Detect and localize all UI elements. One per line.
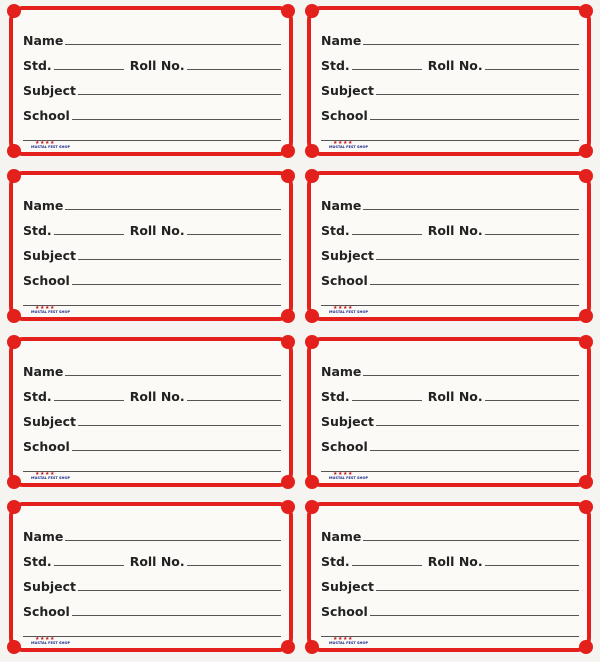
corner-ornament xyxy=(281,309,295,323)
std-field[interactable] xyxy=(352,565,422,566)
subject-label: Subject xyxy=(23,248,76,263)
subject-field[interactable] xyxy=(78,425,281,426)
corner-ornament xyxy=(7,309,21,323)
brand-logo xyxy=(329,304,369,315)
school-label: School xyxy=(23,108,70,123)
subject-label: Subject xyxy=(321,248,374,263)
school-row xyxy=(321,436,579,454)
roll-field[interactable] xyxy=(485,400,579,401)
brand-text: MUSTAL FEST SHOP xyxy=(329,144,369,149)
subject-field[interactable] xyxy=(376,94,579,95)
roll-label: Roll No. xyxy=(427,554,483,569)
stars-icon: ★★★★ xyxy=(333,139,353,146)
school-label: School xyxy=(23,273,70,288)
name-field[interactable] xyxy=(363,540,579,541)
roll-label: Roll No. xyxy=(129,58,185,73)
std-label: Std. xyxy=(23,58,52,73)
std-row xyxy=(23,551,281,569)
extra-field[interactable] xyxy=(23,471,281,472)
brand-logo xyxy=(329,470,369,481)
name-field[interactable] xyxy=(65,44,281,45)
subject-field[interactable] xyxy=(78,259,281,260)
name-field[interactable] xyxy=(65,540,281,541)
stars-icon: ★★★★ xyxy=(35,139,55,146)
roll-label: Roll No. xyxy=(129,223,185,238)
stars-icon: ★★★★ xyxy=(333,304,353,311)
name-row xyxy=(321,526,579,544)
extra-row xyxy=(321,622,579,640)
std-field[interactable] xyxy=(352,400,422,401)
brand-logo xyxy=(31,304,71,315)
stars-icon: ★★★★ xyxy=(333,470,353,477)
roll-field[interactable] xyxy=(187,69,281,70)
name-row xyxy=(321,195,579,213)
brand-logo xyxy=(329,139,369,150)
brand-text: MUSTAL FEST SHOP xyxy=(31,640,71,645)
corner-ornament xyxy=(281,144,295,158)
school-field[interactable] xyxy=(72,284,281,285)
subject-row xyxy=(321,576,579,594)
corner-ornament xyxy=(579,475,593,489)
name-field[interactable] xyxy=(363,209,579,210)
subject-row xyxy=(321,411,579,429)
school-field[interactable] xyxy=(370,450,579,451)
name-label-2 xyxy=(307,6,591,156)
std-label: Std. xyxy=(321,389,350,404)
name-row xyxy=(23,30,281,48)
name-label-1 xyxy=(9,6,293,156)
school-row xyxy=(23,436,281,454)
roll-label: Roll No. xyxy=(129,389,185,404)
name-row xyxy=(321,361,579,379)
name-label-5 xyxy=(9,337,293,487)
brand-text: MUSTAL FEST SHOP xyxy=(329,640,369,645)
name-label: Name xyxy=(23,33,64,48)
brand-logo xyxy=(329,635,369,646)
name-field[interactable] xyxy=(363,375,579,376)
extra-field[interactable] xyxy=(321,305,579,306)
school-row xyxy=(321,270,579,288)
std-row xyxy=(321,220,579,238)
stars-icon: ★★★★ xyxy=(35,635,55,642)
school-row xyxy=(23,601,281,619)
subject-label: Subject xyxy=(23,414,76,429)
name-label: Name xyxy=(321,198,362,213)
roll-field[interactable] xyxy=(187,565,281,566)
brand-text: MUSTAL FEST SHOP xyxy=(31,309,71,314)
stars-icon: ★★★★ xyxy=(333,635,353,642)
std-row xyxy=(23,55,281,73)
extra-row xyxy=(321,457,579,475)
name-label-4 xyxy=(307,171,591,321)
school-label: School xyxy=(321,439,368,454)
school-row xyxy=(23,270,281,288)
school-field[interactable] xyxy=(72,450,281,451)
corner-ornament xyxy=(305,475,319,489)
roll-label: Roll No. xyxy=(427,223,483,238)
extra-row xyxy=(321,291,579,309)
std-label: Std. xyxy=(321,58,350,73)
subject-row xyxy=(23,245,281,263)
extra-field[interactable] xyxy=(23,305,281,306)
extra-field[interactable] xyxy=(321,636,579,637)
roll-field[interactable] xyxy=(485,565,579,566)
roll-field[interactable] xyxy=(187,234,281,235)
name-row xyxy=(23,361,281,379)
name-row xyxy=(23,195,281,213)
name-label-8 xyxy=(307,502,591,652)
roll-label: Roll No. xyxy=(129,554,185,569)
name-label-7 xyxy=(9,502,293,652)
name-label: Name xyxy=(23,364,64,379)
name-label: Name xyxy=(321,33,362,48)
corner-ornament xyxy=(281,640,295,654)
subject-row xyxy=(23,411,281,429)
school-row xyxy=(321,105,579,123)
roll-field[interactable] xyxy=(485,234,579,235)
subject-row xyxy=(23,80,281,98)
std-row xyxy=(23,220,281,238)
std-row xyxy=(321,55,579,73)
name-row xyxy=(321,30,579,48)
name-label-6 xyxy=(307,337,591,487)
extra-field[interactable] xyxy=(23,140,281,141)
std-field[interactable] xyxy=(54,69,124,70)
subject-field[interactable] xyxy=(376,590,579,591)
school-label: School xyxy=(321,108,368,123)
brand-text: MUSTAL FEST SHOP xyxy=(31,144,71,149)
roll-field[interactable] xyxy=(485,69,579,70)
subject-label: Subject xyxy=(23,83,76,98)
std-label: Std. xyxy=(321,554,350,569)
corner-ornament xyxy=(7,475,21,489)
school-label: School xyxy=(23,604,70,619)
std-label: Std. xyxy=(23,223,52,238)
std-label: Std. xyxy=(23,554,52,569)
school-label: School xyxy=(321,604,368,619)
name-field[interactable] xyxy=(65,375,281,376)
name-label-3 xyxy=(9,171,293,321)
subject-label: Subject xyxy=(23,579,76,594)
subject-row xyxy=(321,80,579,98)
subject-label: Subject xyxy=(321,83,374,98)
brand-logo xyxy=(31,139,71,150)
school-label: School xyxy=(23,439,70,454)
corner-ornament xyxy=(579,144,593,158)
subject-field[interactable] xyxy=(78,94,281,95)
brand-text: MUSTAL FEST SHOP xyxy=(31,475,71,480)
extra-row xyxy=(23,622,281,640)
corner-ornament xyxy=(281,475,295,489)
school-field[interactable] xyxy=(72,615,281,616)
name-label: Name xyxy=(321,364,362,379)
std-field[interactable] xyxy=(54,400,124,401)
roll-label: Roll No. xyxy=(427,58,483,73)
subject-row xyxy=(321,245,579,263)
extra-field[interactable] xyxy=(23,636,281,637)
name-row xyxy=(23,526,281,544)
stars-icon: ★★★★ xyxy=(35,304,55,311)
corner-ornament xyxy=(7,144,21,158)
std-field[interactable] xyxy=(352,234,422,235)
std-row xyxy=(321,386,579,404)
brand-text: MUSTAL FEST SHOP xyxy=(329,309,369,314)
stars-icon: ★★★★ xyxy=(35,470,55,477)
subject-field[interactable] xyxy=(78,590,281,591)
std-field[interactable] xyxy=(54,565,124,566)
std-row xyxy=(23,386,281,404)
corner-ornament xyxy=(305,640,319,654)
school-field[interactable] xyxy=(370,119,579,120)
roll-label: Roll No. xyxy=(427,389,483,404)
subject-field[interactable] xyxy=(376,259,579,260)
subject-field[interactable] xyxy=(376,425,579,426)
corner-ornament xyxy=(305,144,319,158)
name-label: Name xyxy=(23,198,64,213)
name-label: Name xyxy=(23,529,64,544)
brand-text: MUSTAL FEST SHOP xyxy=(329,475,369,480)
corner-ornament xyxy=(579,309,593,323)
school-field[interactable] xyxy=(370,615,579,616)
extra-field[interactable] xyxy=(321,471,579,472)
subject-label: Subject xyxy=(321,414,374,429)
school-field[interactable] xyxy=(72,119,281,120)
std-label: Std. xyxy=(321,223,350,238)
extra-row xyxy=(23,126,281,144)
school-row xyxy=(23,105,281,123)
extra-field[interactable] xyxy=(321,140,579,141)
roll-field[interactable] xyxy=(187,400,281,401)
name-field[interactable] xyxy=(363,44,579,45)
brand-logo xyxy=(31,635,71,646)
corner-ornament xyxy=(7,640,21,654)
std-field[interactable] xyxy=(352,69,422,70)
extra-row xyxy=(23,291,281,309)
std-label: Std. xyxy=(23,389,52,404)
name-label: Name xyxy=(321,529,362,544)
subject-row xyxy=(23,576,281,594)
subject-label: Subject xyxy=(321,579,374,594)
school-field[interactable] xyxy=(370,284,579,285)
name-field[interactable] xyxy=(65,209,281,210)
std-field[interactable] xyxy=(54,234,124,235)
brand-logo xyxy=(31,470,71,481)
extra-row xyxy=(321,126,579,144)
extra-row xyxy=(23,457,281,475)
corner-ornament xyxy=(305,309,319,323)
std-row xyxy=(321,551,579,569)
school-row xyxy=(321,601,579,619)
school-label: School xyxy=(321,273,368,288)
corner-ornament xyxy=(579,640,593,654)
